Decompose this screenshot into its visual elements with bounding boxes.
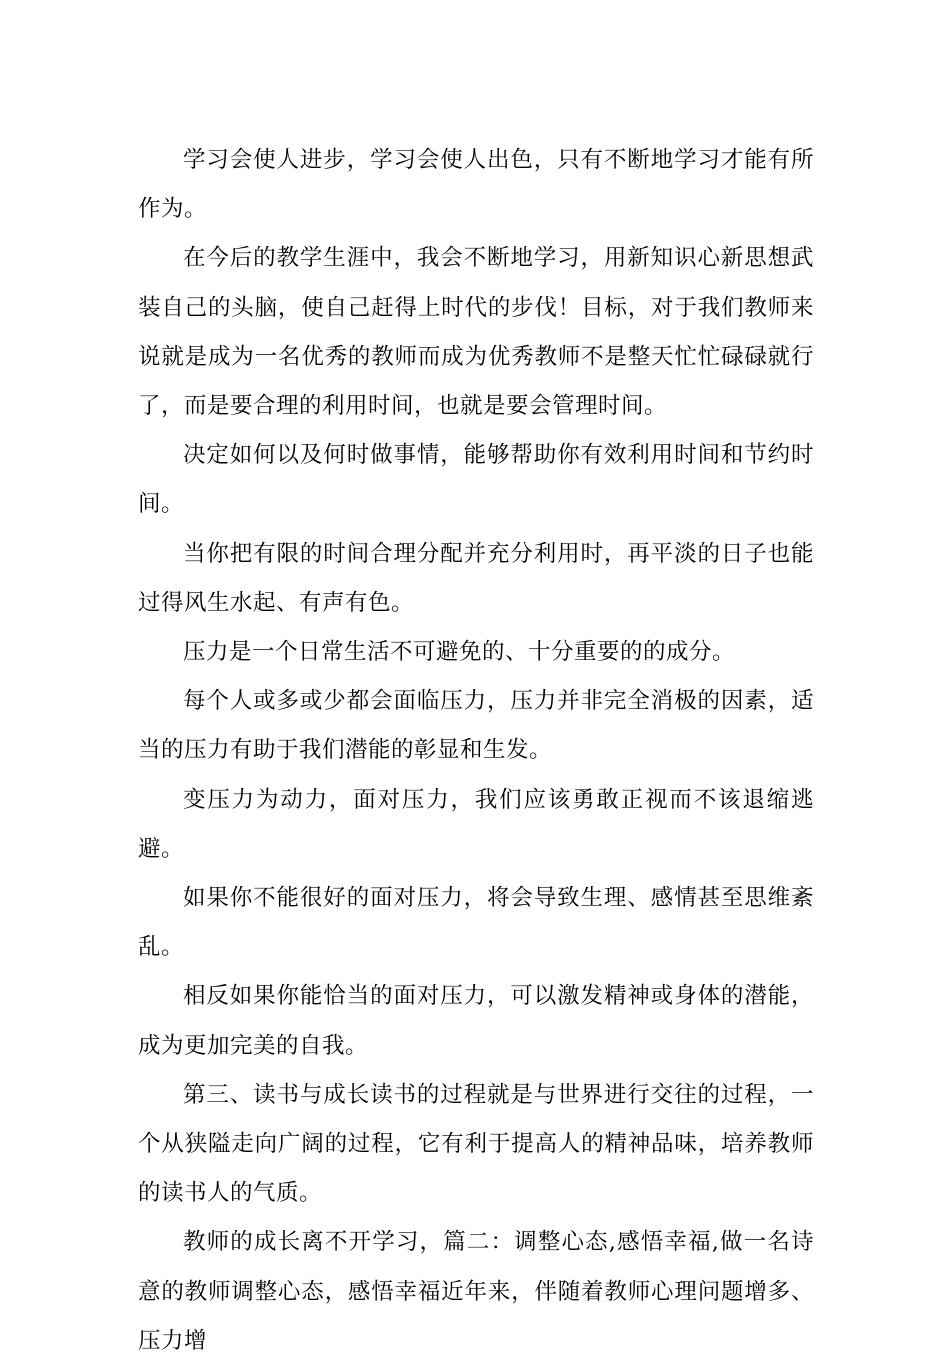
paragraph: 如果你不能很好的面对压力，将会导致生理、感情甚至思维紊乱。 [138, 885, 814, 961]
paragraph: 变压力为动力，面对压力，我们应该勇敢正视而不该退缩逃避。 [138, 786, 814, 862]
paragraph: 当你把有限的时间合理分配并充分利用时，再平淡的日子也能过得风生水起、有声有色。 [138, 540, 814, 616]
paragraph: 决定如何以及何时做事情，能够帮助你有效利用时间和节约时间。 [138, 442, 814, 518]
paragraph: 教师的成长离不开学习，篇二：调整心态,感悟幸福,做一名诗意的教师调整心态，感悟幸福近年来，伴随着教师心理问题增多、压力增 [138, 1229, 814, 1354]
document-body [138, 136, 814, 1366]
paragraph: 压力是一个日常生活不可避免的、十分重要的的成分。 [183, 639, 736, 666]
paragraph: 在今后的教学生涯中，我会不断地学习，用新知识心新思想武装自己的头脑，使自己赶得上时代的步伐！目标，对于我们教师来说就是成为一名优秀的教师而成为优秀教师不是整天忙忙碌碌就行了，而是要合理的利用时间，也就是要会管理时间。 [138, 245, 814, 420]
paragraph: 每个人或多或少都会面临压力，压力并非完全消极的因素，适当的压力有助于我们潜能的彰显和生发。 [138, 688, 814, 764]
paragraph: 第三、读书与成长读书的过程就是与世界进行交往的过程，一个从狭隘走向广阔的过程，它有利于提高人的精神品味，培养教师的读书人的气质。 [138, 1081, 814, 1207]
paragraph: 相反如果你能恰当的面对压力，可以激发精神或身体的潜能，成为更加完美的自我。 [138, 983, 814, 1059]
paragraph: 学习会使人进步，学习会使人出色，只有不断地学习才能有所作为。 [138, 147, 814, 223]
